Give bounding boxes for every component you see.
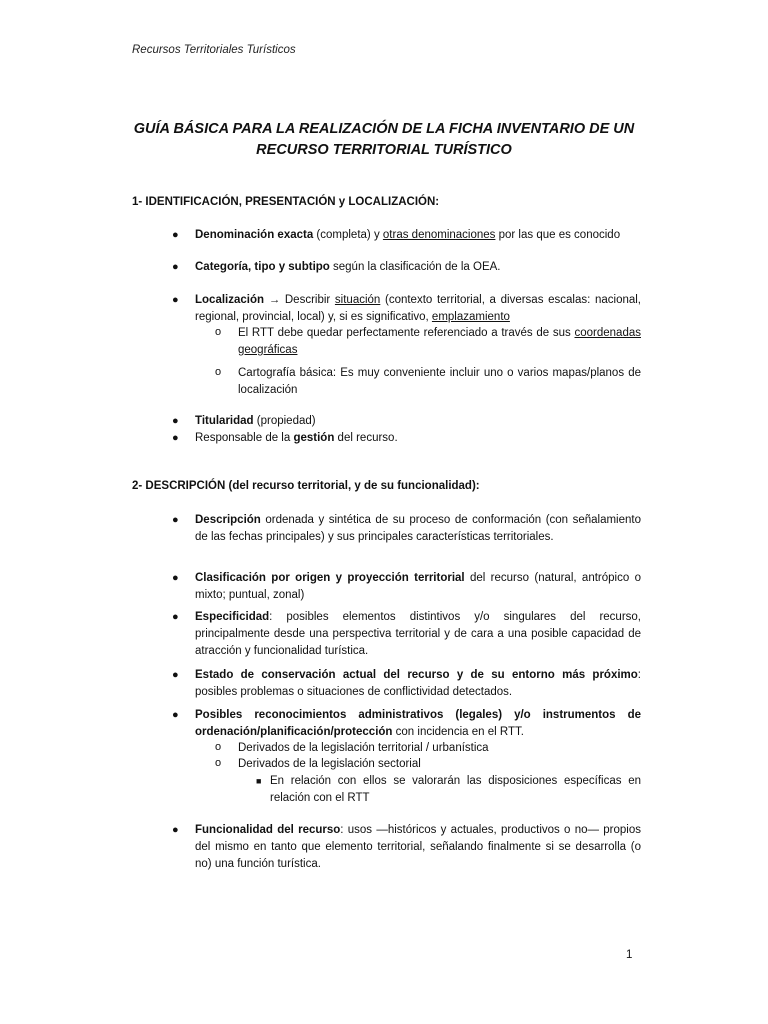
document-title xyxy=(110,119,658,161)
item-text: del recurso (natural, antrópico o mixto; puntual, zonal) xyxy=(195,572,641,601)
item-text: Derivados de la legislación territorial / urbanística xyxy=(238,742,489,754)
item-text: según la clasificación de la OEA. xyxy=(329,261,501,273)
list-item-clasificacion xyxy=(172,570,641,604)
item-text: : posibles elementos distintivos y/o singulares del recurso, principalmente desde una perspectiva territorial y de cara a una posible capacidad de atracción y funcionalidad turística. xyxy=(195,611,641,657)
circle-bullet-icon: o xyxy=(215,757,222,769)
item-text: (completa) y xyxy=(313,229,383,241)
item-label: Titularidad xyxy=(195,415,254,427)
page-number: 1 xyxy=(626,949,633,961)
item-text: ordenada y sintética de su proceso de conformación (con señalamiento de las fechas principales) y sus principales características territoriales. xyxy=(195,514,641,543)
sub-item-derivados-territorial xyxy=(215,740,641,757)
bullet-icon: ● xyxy=(172,611,179,623)
item-label: Localización xyxy=(195,294,265,306)
bullet-icon: ● xyxy=(172,669,179,681)
circle-bullet-icon: o xyxy=(215,326,222,338)
item-text: Responsable de la xyxy=(195,432,294,444)
item-label: Denominación exacta xyxy=(195,229,314,241)
sub-sub-item-relacion xyxy=(256,773,641,807)
bullet-icon: ● xyxy=(172,432,179,444)
list-item-posibles xyxy=(172,707,641,741)
item-underlined-text: otras denominaciones xyxy=(382,229,496,241)
bullet-icon: ● xyxy=(172,229,179,241)
item-label: Descripción xyxy=(195,514,261,526)
list-item-titularidad xyxy=(172,413,641,430)
item-label: Especificidad xyxy=(195,611,270,623)
list-item-categoria xyxy=(172,259,641,276)
bullet-icon: ● xyxy=(172,294,179,306)
sub-item-coordenadas xyxy=(215,325,641,359)
item-text: del recurso. xyxy=(334,432,398,444)
title-line-1: GUÍA BÁSICA PARA LA REALIZACIÓN DE LA FICHA INVENTARIO DE UN xyxy=(133,121,635,137)
list-item-denominacion xyxy=(172,227,641,244)
sub-item-derivados-sectorial xyxy=(215,756,641,773)
section-heading-1: 1- IDENTIFICACIÓN, PRESENTACIÓN y LOCALIZACIÓN: xyxy=(132,196,440,208)
section-heading-2: 2- DESCRIPCIÓN (del recurso territorial, y de su funcionalidad): xyxy=(132,480,480,492)
item-text: Cartografía básica: Es muy conveniente incluir uno o varios mapas/planos de localización xyxy=(238,367,641,396)
item-underlined-text: situación xyxy=(334,294,381,306)
circle-bullet-icon: o xyxy=(215,741,222,753)
item-text: → Describir xyxy=(264,294,335,306)
item-text: El RTT debe quedar perfectamente referenciado a través de sus xyxy=(238,327,575,339)
item-text: : usos —históricos y actuales, productivos o no— propios del mismo en tanto que elemento territorial, señalando finalmente si se desarrolla (o no) una función turística. xyxy=(195,824,641,870)
list-item-descripcion xyxy=(172,512,641,546)
item-text: (propiedad) xyxy=(253,415,316,427)
list-item-responsable xyxy=(172,430,641,447)
list-item-especificidad xyxy=(172,609,641,660)
item-text: con incidencia en el RTT. xyxy=(392,726,524,738)
bullet-icon: ● xyxy=(172,514,179,526)
item-label: Clasificación por origen y proyección territorial xyxy=(195,572,465,584)
bullet-icon: ● xyxy=(172,572,179,584)
item-underlined-text: emplazamiento xyxy=(431,311,510,323)
list-item-localizacion xyxy=(172,292,642,326)
bullet-icon: ● xyxy=(172,261,179,273)
item-label: Funcionalidad del recurso xyxy=(195,824,341,836)
item-text: : posibles problemas o situaciones de conflictividad detectados. xyxy=(195,669,641,698)
bullet-icon: ● xyxy=(172,709,179,721)
running-header: Recursos Territoriales Turísticos xyxy=(132,44,296,56)
list-item-funcionalidad xyxy=(172,822,641,873)
item-label: Estado de conservación actual del recurso y de su entorno más próximo xyxy=(195,669,638,681)
item-text: Derivados de la legislación sectorial xyxy=(238,758,421,770)
item-text: (contexto territorial, a diversas escalas: nacional, regional, provincial, local) y, si es significativo, xyxy=(195,294,642,323)
item-underlined-text: coordenadas geográficas xyxy=(238,327,641,356)
item-label: gestión xyxy=(293,432,335,444)
circle-bullet-icon: o xyxy=(215,366,222,378)
title-line-2: RECURSO TERRITORIAL TURÍSTICO xyxy=(256,142,512,158)
bullet-icon: ● xyxy=(172,824,179,836)
sub-item-cartografia xyxy=(215,365,641,399)
square-bullet-icon: ■ xyxy=(256,776,262,786)
bullet-icon: ● xyxy=(172,415,179,427)
item-text: por las que es conocido xyxy=(495,229,621,241)
list-item-estado xyxy=(172,667,641,701)
item-label: Categoría, tipo y subtipo xyxy=(195,261,330,273)
item-label: Posibles reconocimientos administrativos (legales) y/o instrumentos de ordenación/planificación/protección xyxy=(195,709,641,738)
item-text: En relación con ellos se valorarán las disposiciones específicas en relación con el RTT xyxy=(270,775,641,804)
